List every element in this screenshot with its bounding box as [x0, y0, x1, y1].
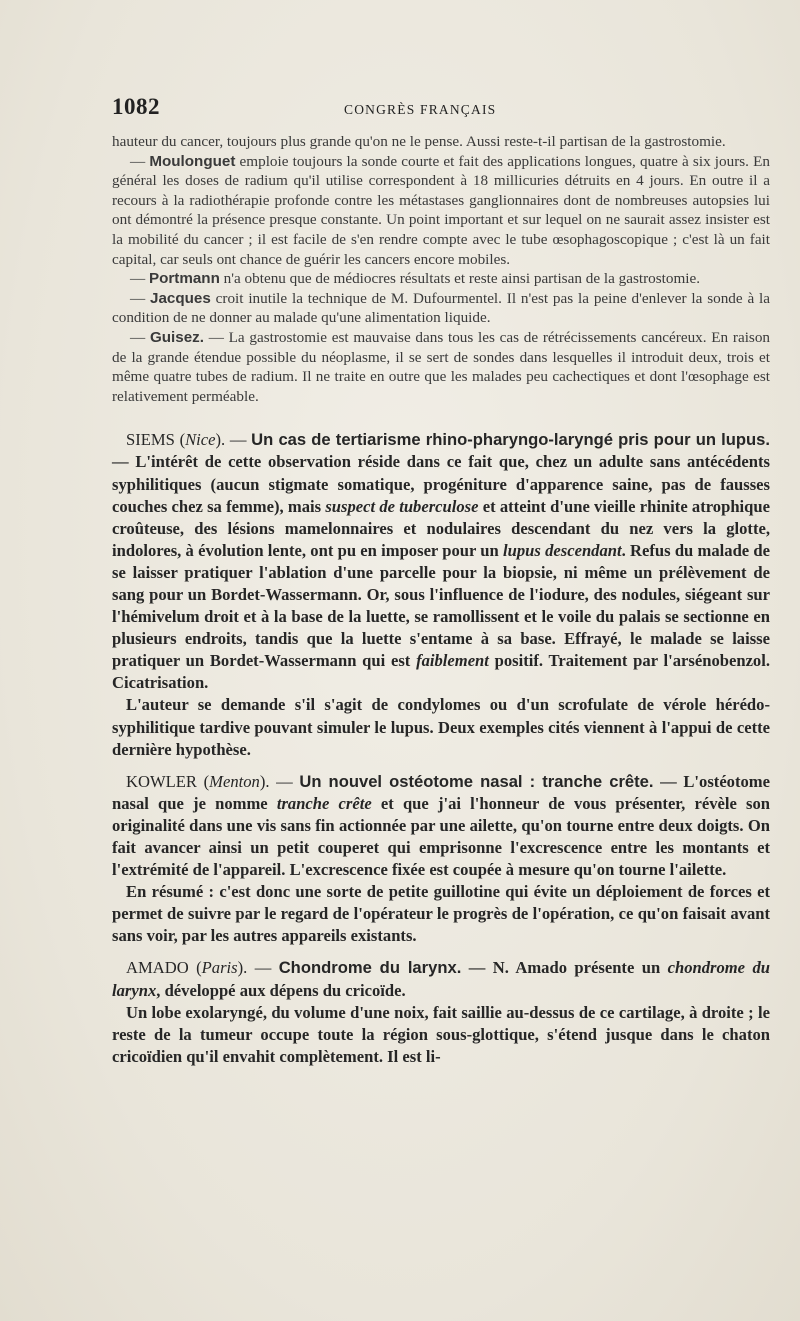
paragraph-text: et que j'ai l'honneur de vous présenter, révèle son originalité dans une vis sans fin actionnée par une ailette, qu'on tourne entre deux doigts. On fait avancer ainsi un petit couperet qui emprisonne l'excrescence entre les montants et l'extrémité de l'appareil. L'excrescence fixée est coupée à mesure qu'on tourne l'ailette.: [112, 793, 770, 880]
article-amado: AMADO (Paris). — Chondrome du larynx. — N. Amado présente un chondrome du larynx, développé aux dépens du cricoïde.: [112, 958, 770, 1000]
paragraph: [112, 881, 770, 947]
emphasis: chondrome du larynx: [112, 958, 770, 1000]
author-city: Paris: [201, 958, 238, 978]
paragraph-text: Un lobe exolaryngé, du volume d'une noix, fait saillie au-dessus de ce cartilage, à droite ; le reste de la tumeur occupe toute la région sous-glottique, s'étend jusque dans le chaton cricoïdien qu'il envahit complètement. Il est li-: [112, 1002, 770, 1066]
author-city: Nice: [185, 430, 216, 450]
author-name: KOWLER: [126, 771, 197, 791]
speaker-name: Moulonguet: [149, 152, 236, 170]
emphasis: tranche crête: [276, 793, 372, 813]
paragraph-text: positif. Traitement par l'arsénobenzol. Cicatrisation.: [112, 651, 770, 693]
paragraph-text: En résumé : c'est donc une sorte de petite guillotine qui évite un déploiement de forces et permet de suivre par le regard de l'opérateur le progrès de l'opération, ce qu'on faisait avant sans voir, par les autres appareils existants.: [112, 882, 770, 946]
dash: —: [130, 328, 150, 346]
paragraph-text: — La gastrostomie est mauvaise dans tous les cas de rétrécissements cancéreux. En raison de la grande étendue possible du néoplasme, il se sert de sondes dans lesquelles il introduit deux, trois et même quatre tubes de radium. Il ne traite en outre que les malades peu cachectiques et dont l'œsophage est relativement perméable.: [112, 328, 771, 405]
paragraph-text: , développé aux dépens du cricoïde.: [156, 980, 406, 1000]
author-name: AMADO: [126, 958, 189, 978]
paragraph-text: L'auteur se demande s'il s'agit de condylomes ou d'un scrofulate de vérole hérédo-syphilitique tardive pouvant simuler le lupus. Deux exemples cités viennent à l'appui de cette dernière hypothèse.: [112, 695, 770, 759]
paragraph-text: croit inutile la technique de M. Dufourmentel. Il n'est pas la peine d'enlever la sonde à la condition de ne donner au malade qu'une alimentation liquide.: [112, 289, 770, 327]
page-header: [112, 92, 770, 132]
paragraph: [112, 289, 770, 328]
emphasis: lupus descendant: [503, 540, 622, 560]
page-number: 1082: [112, 94, 160, 119]
paragraph-text: et atteint d'une vieille rhinite atrophique croûteuse, des lésions mamelonnaires et nodulaires descendant du nez vers la glotte, indolores, à évolution lente, ont pu en imposer pour un: [112, 496, 770, 560]
communications-section: [112, 429, 770, 1068]
paragraph: [112, 132, 770, 152]
emphasis: suspect de tuberculose: [325, 496, 479, 516]
emphasis: faiblement: [416, 651, 489, 671]
paragraph: [112, 694, 770, 760]
paragraph-text: . Refus du malade de se laisser pratiquer l'ablation d'une parcelle pour la biopsie, ni même un prélèvement de sang pour un Bordet-Wassermann. Or, sous l'influence de l'iodure, des nodules, siégeant sur l'hémivelum droit et à la base de la luette, se ramollissent et le voile du palais se sectionne en plusieurs endroits, tandis que la luette s'entame à sa base. Effrayé, le malade se laisse pratiquer un Bordet-Wassermann qui est: [112, 540, 770, 671]
paragraph: [112, 269, 770, 289]
speaker-name: Portmann: [148, 270, 220, 288]
running-head: CONGRÈS FRANÇAIS: [344, 102, 497, 117]
paragraph-text: emploie toujours la sonde courte et fait des applications longues, quatre à six jours. En général les doses de radium qu'il utilise correspondent à 18 millicuries détruits en 4 jours. En outre il a recours à la radiothérapie profonde contre les métastases ganglionnaires dont de nombreuses autopsies lui ont démontré la présence presque constante. Un point important et sur lequel on ne saurait assez insister est la mobilité du cancer ; il est facile de s'en rendre compte avec le tube œsophagoscopique ; c'est là un fait capital, car seuls ont chance de guérir les cancers encore mobiles.: [112, 152, 771, 268]
author-city: Menton: [209, 771, 260, 791]
paragraph-text: — L'ostéotome nasal que je nomme: [112, 771, 770, 813]
paragraph-text: n'a obtenu que de médiocres résultats et reste ainsi partisan de la gastrostomie.: [219, 270, 701, 288]
dash: —: [130, 270, 149, 288]
paragraph: [112, 1002, 770, 1068]
speaker-name: Jacques: [150, 289, 211, 307]
author-name: SIEMS: [126, 430, 175, 450]
speaker-name: Guisez.: [149, 328, 204, 346]
article-title: Chondrome du larynx.: [278, 958, 462, 978]
article-kowler: KOWLER (Menton). — Un nouvel ostéotome nasal : tranche crête. — L'ostéotome nasal que je nomme tranche crête et que j'ai l'honneur de vous présenter, révèle son originalité dans une vis sans fin actionnée par une ailette, qu'on tourne entre deux doigts. On fait avancer ainsi un petit couperet qui emprisonne l'excrescence entre les montants et l'extrémité de l'appareil. L'excrescence fixée est coupée à mesure qu'on tourne l'ailette.: [112, 771, 770, 880]
paragraph: [112, 328, 770, 406]
article-siems: SIEMS (Nice). — Un cas de tertiarisme rhino-pharyngo-laryngé pris pour un lupus. — L'intérêt de cette observation réside dans ce fait que, chez un adulte sans antécédents syphilitiques (aucun stigmate somatique, progéniture d'apparence saine, pas de fausses couches chez sa femme), mais suspect de tuberculose et atteint d'une vieille rhinite atrophique croûteuse, des lésions mamelonnaires et nodulaires descendant du nez vers la glotte, indolores, à évolution lente, ont pu en imposer pour un lupus descendant. Refus du malade de se laisser pratiquer l'ablation d'une parcelle pour la biopsie, ni même un prélèvement de sang pour un Bordet-Wassermann. Or, sous l'influence de l'iodure, des nodules, siégeant sur l'hémivelum droit et à la base de la luette, se ramollissent et le voile du palais se sectionne en plusieurs endroits, tandis que la luette s'entame à sa base. Effrayé, le malade se laisse pratiquer un Bordet-Wassermann qui est faiblement positif. Traitement par l'arsénobenzol. Cicatrisation.: [112, 430, 770, 693]
discussion-section: [112, 132, 770, 406]
article-title: Un cas de tertiarisme rhino-pharyngo-laryngé pris pour un lupus.: [251, 430, 770, 450]
paragraph: [112, 152, 770, 270]
dash: —: [130, 152, 150, 170]
paragraph-text: hauteur du cancer, toujours plus grande qu'on ne le pense. Aussi reste-t-il partisan de la gastrostomie.: [112, 133, 726, 150]
article-title: Un nouvel ostéotome nasal : tranche crête.: [299, 771, 654, 791]
dash: —: [130, 289, 151, 307]
paragraph-text: — N. Amado présente un: [461, 958, 668, 978]
paragraph-text: — L'intérêt de cette observation réside dans ce fait que, chez un adulte sans antécédents syphilitiques (aucun stigmate somatique, progéniture d'apparence saine, pas de fausses couches chez sa femme), mais: [112, 452, 770, 516]
